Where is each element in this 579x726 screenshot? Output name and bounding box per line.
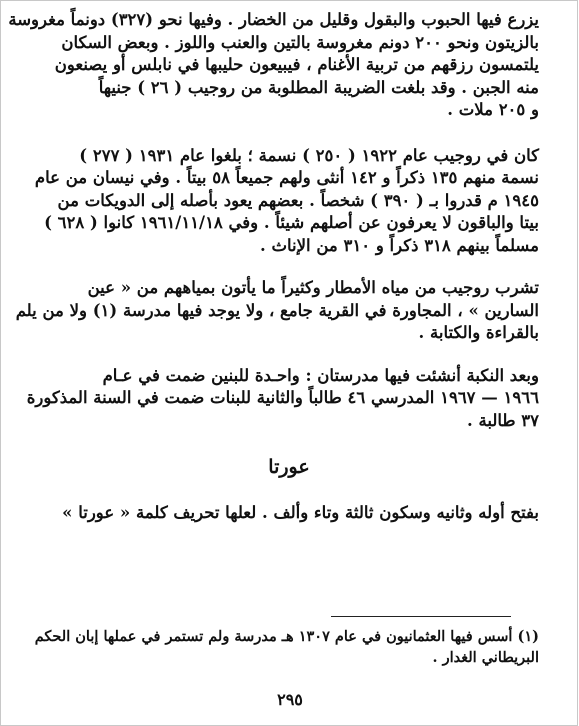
page-body <box>8 9 539 524</box>
footnote-divider <box>331 616 511 617</box>
paragraph-schools <box>26 365 539 433</box>
text-line: ١٩٦٦ — ١٩٦٧ المدرسي ٤٦ طالباً والثانية للبنات ضمت في السنة المذكورة <box>26 388 539 407</box>
text-line: بالقراءة والكتابة . <box>418 323 539 342</box>
text-line: تشرب روجيب من مياه الأمطار وكثيراً ما يأتون بمياههم من « عين <box>87 278 539 297</box>
paragraph-gap <box>39 432 539 456</box>
footnote-line: البريطاني الغدار . <box>432 649 539 666</box>
text-line: ٣٧ طالبة . <box>467 410 539 430</box>
text-line: يلتمسون رزقهم من تربية الأغنام ، فيبيعون حليبها في نابلس أو يصنعون <box>54 55 539 74</box>
paragraph-gap <box>39 257 539 277</box>
text-line: بيتا والباقون لا يعرفون عن أصلهم شيئاً . وفي ١٩٦١/١١/١٨ كانوا ( ٦٢٨ ) <box>44 213 539 232</box>
text-line: كان في روجيب عام ١٩٢٢ ( ٢٥٠ ) نسمة ؛ بلغوا عام ١٩٣١ ( ٢٧٧ ) <box>79 145 539 165</box>
text-line: يزرع فيها الحبوب والبقول وقليل من الخضار . وفيها نحو (٣٢٧) دونماً مغروسة <box>8 10 539 29</box>
text-line: بالزيتون ونحو ٢٠٠ دونم مغروسة بالتين والعنب واللوز . وبعض السكان <box>61 32 539 52</box>
footnote <box>34 626 539 668</box>
page-number: ٢٩٥ <box>277 690 303 709</box>
text-line: منه الجبن . وقد بلغت الضريبة المطلوبة من روجيب ( ٢٦ ) جنيهاً <box>98 77 539 97</box>
section-heading: عورتا <box>268 456 310 478</box>
text-line: بفتح أوله وثانيه وسكون ثالثة وتاء وألف . لعلها تحريف كلمة « عورتا » <box>62 502 539 522</box>
text-line: السارين » ، المجاورة في القرية جامع ، ولا يوجد فيها مدرسة (١) ولا من يلم <box>15 300 539 320</box>
text-line: مسلماً بينهم ٣١٨ ذكراً و ٣١٠ من الإناث . <box>259 235 539 255</box>
section-body <box>39 502 539 525</box>
text-line: و ٢٠٥ ملات . <box>447 100 539 119</box>
paragraph-gap <box>39 345 539 365</box>
paragraph-population <box>34 145 539 258</box>
text-line: ١٩٤٥ م قدروا بـ ( ٣٩٠ ) شخصاً . بعضهم يعود بأصله إلى الدويكات من <box>57 190 539 210</box>
text-line: وبعد النكبة أنشئت فيها مدرستان : واحـدة للبنين ضمت في عـام <box>102 365 539 385</box>
paragraph-water <box>15 277 539 345</box>
paragraph-agriculture <box>8 9 539 122</box>
paragraph-gap <box>39 479 539 502</box>
paragraph-gap <box>39 122 539 145</box>
footnote-line: (١) أسس فيها العثمانيون في عام ١٣٠٧ هـ مدرسة ولم تستمر في عملها إبان الحكم <box>34 628 539 645</box>
text-line: نسمة منهم ١٣٥ ذكراً و ١٤٢ أنثى ولهم جميعاً ٥٨ بيتاً . وفي نيسان من عام <box>34 168 539 187</box>
